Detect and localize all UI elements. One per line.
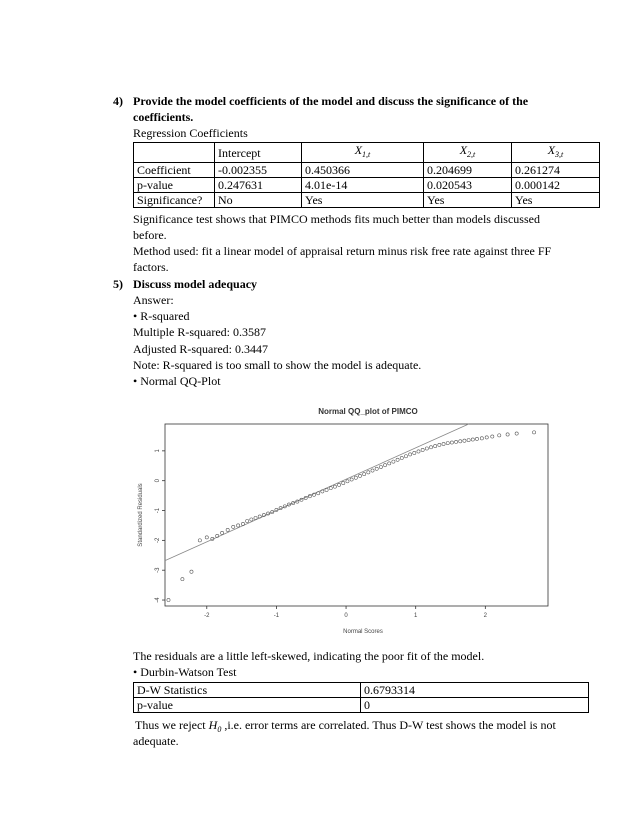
significance-text-line2: before.: [133, 228, 167, 242]
table-cell: 0.204699: [424, 163, 512, 178]
data-point: [463, 439, 466, 442]
data-point: [421, 448, 424, 451]
table-row: [134, 178, 600, 193]
data-point: [250, 518, 253, 521]
durbin-watson-table: [133, 682, 589, 713]
data-point: [454, 440, 457, 443]
q4-heading-line1: Provide the model coefficients of the model and discuss the significance of the: [133, 94, 529, 108]
data-point: [190, 570, 193, 573]
data-point: [480, 437, 483, 440]
table-cell: 4.01e-14: [302, 178, 424, 193]
data-point: [413, 451, 416, 454]
method-text-line2: factors.: [133, 260, 169, 274]
table-cell: 0.247631: [215, 178, 302, 193]
data-point: [241, 522, 244, 525]
data-point: [167, 598, 170, 601]
var-sub: 3,t: [555, 150, 564, 159]
data-point: [467, 439, 470, 442]
conclusion-line1: [135, 718, 556, 734]
table-header-cell: [302, 143, 424, 163]
table-cell: No: [215, 193, 302, 208]
table-header-row: [134, 143, 600, 163]
var-x: X: [547, 143, 556, 157]
data-point: [425, 447, 428, 450]
y-tick-label: 1: [155, 449, 161, 453]
data-point: [400, 456, 403, 459]
x-axis-label: Normal Scores: [343, 629, 383, 635]
data-point: [417, 450, 420, 453]
y-tick-label: -2: [155, 537, 161, 544]
y-axis: [155, 449, 165, 603]
data-point: [446, 441, 449, 444]
data-point: [396, 458, 399, 461]
data-point: [491, 435, 494, 438]
conclusion-pre: Thus we reject: [135, 718, 206, 732]
x-tick-label: 1: [414, 613, 418, 619]
residuals-text: The residuals are a little left-skewed, indicating the poor fit of the model.: [133, 649, 485, 663]
table-header-cell: Intercept: [215, 143, 302, 163]
data-point: [350, 478, 353, 481]
data-point: [198, 539, 201, 542]
x-tick-label: -1: [273, 613, 280, 619]
data-point: [333, 485, 336, 488]
table-cell: -0.002355: [215, 163, 302, 178]
data-point: [354, 476, 357, 479]
q4-number: 4): [113, 94, 123, 108]
regression-coefficients-table: [133, 142, 600, 208]
chart-title: Normal QQ_plot of PIMCO: [318, 407, 418, 416]
q5-heading: Discuss model adequacy: [133, 277, 258, 291]
table-header-cell: [424, 143, 512, 163]
data-point: [371, 469, 374, 472]
table-row: [134, 683, 589, 698]
x-tick-label: 2: [483, 613, 487, 619]
q4-heading-line2: coefficients.: [133, 110, 194, 124]
multiple-rsquared: Multiple R-squared: 0.3587: [133, 325, 266, 339]
data-point: [438, 443, 441, 446]
answer-label: Answer:: [133, 293, 174, 307]
qqplot-bullet: • Normal QQ-Plot: [133, 374, 221, 388]
rsquared-bullet: • R-squared: [133, 309, 190, 323]
data-point: [485, 436, 488, 439]
data-point: [221, 531, 224, 534]
data-point: [506, 433, 509, 436]
data-point: [246, 519, 249, 522]
data-point: [346, 480, 349, 483]
null-hypothesis-var: H: [208, 718, 218, 732]
var-x: X: [354, 143, 363, 157]
data-point: [337, 483, 340, 486]
method-text-line1: Method used: fit a linear model of appraisal return minus risk free rate against three FF: [133, 244, 552, 258]
table-header-cell: [512, 143, 600, 163]
table-row: [134, 698, 589, 713]
data-point: [379, 465, 382, 468]
y-tick-label: -1: [155, 507, 161, 514]
table-cell: 0.000142: [512, 178, 600, 193]
table-cell: Yes: [512, 193, 600, 208]
data-point: [392, 460, 395, 463]
table-cell: 0.261274: [512, 163, 600, 178]
var-x: X: [459, 143, 468, 157]
row-label: D-W Statistics: [134, 683, 361, 698]
data-point: [515, 432, 518, 435]
var-sub: 1,t: [362, 150, 371, 159]
data-point: [226, 528, 229, 531]
q5-number: 5): [113, 277, 123, 291]
row-label: p-value: [134, 178, 215, 193]
qq-plot-chart: [133, 402, 553, 638]
x-tick-label: 0: [344, 613, 348, 619]
y-tick-label: -3: [155, 567, 161, 573]
data-point: [383, 464, 386, 467]
data-point: [367, 471, 370, 474]
data-point: [409, 453, 412, 456]
null-hypothesis-sub: 0: [217, 725, 222, 734]
row-label: Significance?: [134, 193, 215, 208]
data-point: [232, 525, 235, 528]
table-cell: Yes: [302, 193, 424, 208]
adjusted-rsquared: Adjusted R-squared: 0.3447: [133, 342, 268, 356]
conclusion-line2: adequate.: [133, 734, 179, 748]
rsquared-note: Note: R-squared is too small to show the model is adequate.: [133, 358, 422, 372]
data-point: [450, 441, 453, 444]
significance-text-line1: Significance test shows that PIMCO methods fits much better than models discussed: [133, 212, 540, 226]
x-axis: [204, 606, 488, 619]
table-cell: 0.020543: [424, 178, 512, 193]
data-point: [205, 536, 208, 539]
data-point: [404, 455, 407, 458]
data-point: [375, 467, 378, 470]
table-cell: Yes: [424, 193, 512, 208]
x-tick-label: -2: [204, 613, 210, 619]
data-point: [434, 444, 437, 447]
table-header-cell: [134, 143, 215, 163]
data-point: [459, 440, 462, 443]
data-point: [342, 481, 345, 484]
durbin-watson-bullet: • Durbin-Watson Test: [133, 665, 237, 679]
row-label: Coefficient: [134, 163, 215, 178]
data-point: [329, 487, 332, 490]
conclusion-post: ,i.e. error terms are correlated. Thus D-W test shows the model is not: [224, 718, 556, 732]
table-row: [134, 163, 600, 178]
data-point: [429, 446, 432, 449]
table-cell: 0: [361, 698, 589, 713]
data-point: [388, 462, 391, 465]
data-point: [498, 434, 501, 437]
y-tick-label: 0: [155, 479, 161, 483]
data-point: [254, 516, 257, 519]
data-point: [442, 442, 445, 445]
row-label: p-value: [134, 698, 361, 713]
y-axis-label: Standardized Residuals: [138, 483, 144, 547]
var-sub: 2,t: [467, 150, 476, 159]
data-point: [475, 437, 478, 440]
data-point: [237, 524, 240, 527]
data-point: [363, 473, 366, 476]
data-point: [471, 438, 474, 441]
data-point: [325, 488, 328, 491]
data-points: [167, 431, 536, 602]
data-point: [321, 490, 324, 493]
data-point: [532, 431, 535, 434]
regression-table-title: Regression Coefficients: [133, 126, 248, 140]
data-point: [181, 578, 184, 581]
y-tick-label: -4: [155, 597, 161, 603]
table-cell: 0.450366: [302, 163, 424, 178]
plot-frame: [165, 424, 548, 606]
data-point: [358, 474, 361, 477]
table-row: [134, 193, 600, 208]
table-cell: 0.6793314: [361, 683, 589, 698]
